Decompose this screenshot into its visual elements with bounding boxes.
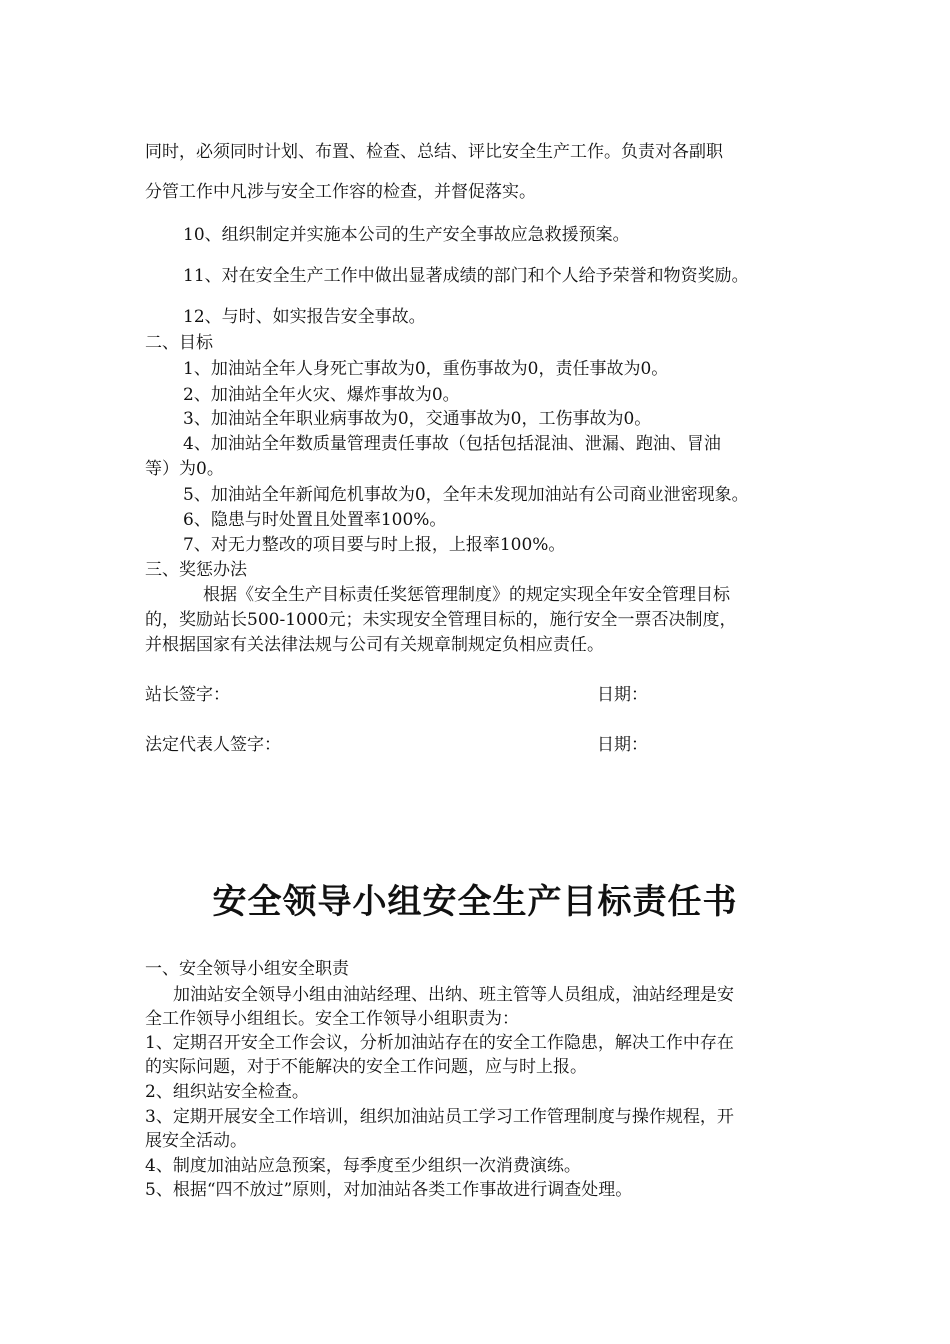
legal-representative-signature-label: 法定代表人签字： [145,735,281,755]
target-item: 1、加油站全年人身死亡事故为0，重伤事故为0，责任事故为0。 [183,359,669,379]
station-manager-signature-label: 站长签字： [145,685,230,705]
rewards-line: 的，奖励站长500-1000元；未实现安全管理目标的，施行安全一票否决制度， [145,610,737,630]
section-heading-rewards: 三、奖惩办法 [145,560,247,580]
target-item: 2、加油站全年火灾、爆炸事故为0。 [183,385,460,405]
duties-line: 1、定期召开安全工作会议，分析加油站存在的安全工作隐患，解决工作中存在 [145,1033,734,1053]
date-label: 日期： [597,735,648,755]
list-item-10: 10、组织制定并实施本公司的生产安全事故应急救援预案。 [183,225,630,245]
section-heading-targets: 二、目标 [145,333,213,353]
paragraph-line: 同时，必须同时计划、布置、检查、总结、评比安全生产工作。负责对各副职 [145,142,723,162]
target-item: 7、对无力整改的项目要与时上报，上报率100%。 [183,535,566,555]
target-item: 4、加油站全年数质量管理责任事故（包括包括混油、泄漏、跑油、冒油 [183,434,721,454]
target-item-continued: 等）为0。 [145,459,224,479]
target-item: 5、加油站全年新闻危机事故为0，全年未发现加油站有公司商业泄密现象。 [183,485,749,505]
rewards-line: 根据《安全生产目标责任奖惩管理制度》的规定实现全年安全管理目标 [203,585,730,605]
duties-line: 展安全活动。 [145,1131,247,1151]
document-title: 安全领导小组安全生产目标责任书 [212,882,738,922]
list-item-12: 12、与时、如实报告安全事故。 [183,307,426,327]
duties-line: 的实际问题，对于不能解决的安全工作问题，应与时上报。 [145,1057,587,1077]
duties-line: 3、定期开展安全工作培训，组织加油站员工学习工作管理制度与操作规程，开 [145,1107,734,1127]
rewards-line: 并根据国家有关法律法规与公司有关规章制规定负相应责任。 [145,635,604,655]
duties-line: 5、根据“四不放过”原则，对加油站各类工作事故进行调查处理。 [145,1180,633,1200]
duties-line: 全工作领导小组组长。安全工作领导小组职责为： [145,1009,519,1029]
duties-line: 4、制度加油站应急预案，每季度至少组织一次消费演练。 [145,1156,581,1176]
date-label: 日期： [597,685,648,705]
duties-line: 2、组织站安全检查。 [145,1082,309,1102]
target-item: 3、加油站全年职业病事故为0，交通事故为0，工伤事故为0。 [183,409,652,429]
section-heading-duties: 一、安全领导小组安全职责 [145,959,349,979]
target-item: 6、隐患与时处置且处置率100%。 [183,510,447,530]
list-item-11: 11、对在安全生产工作中做出显著成绩的部门和个人给予荣誉和物资奖励。 [183,266,749,286]
duties-line: 加油站安全领导小组由油站经理、出纳、班主管等人员组成，油站经理是安 [173,985,734,1005]
paragraph-line: 分管工作中凡涉与安全工作容的检查，并督促落实。 [145,182,536,202]
